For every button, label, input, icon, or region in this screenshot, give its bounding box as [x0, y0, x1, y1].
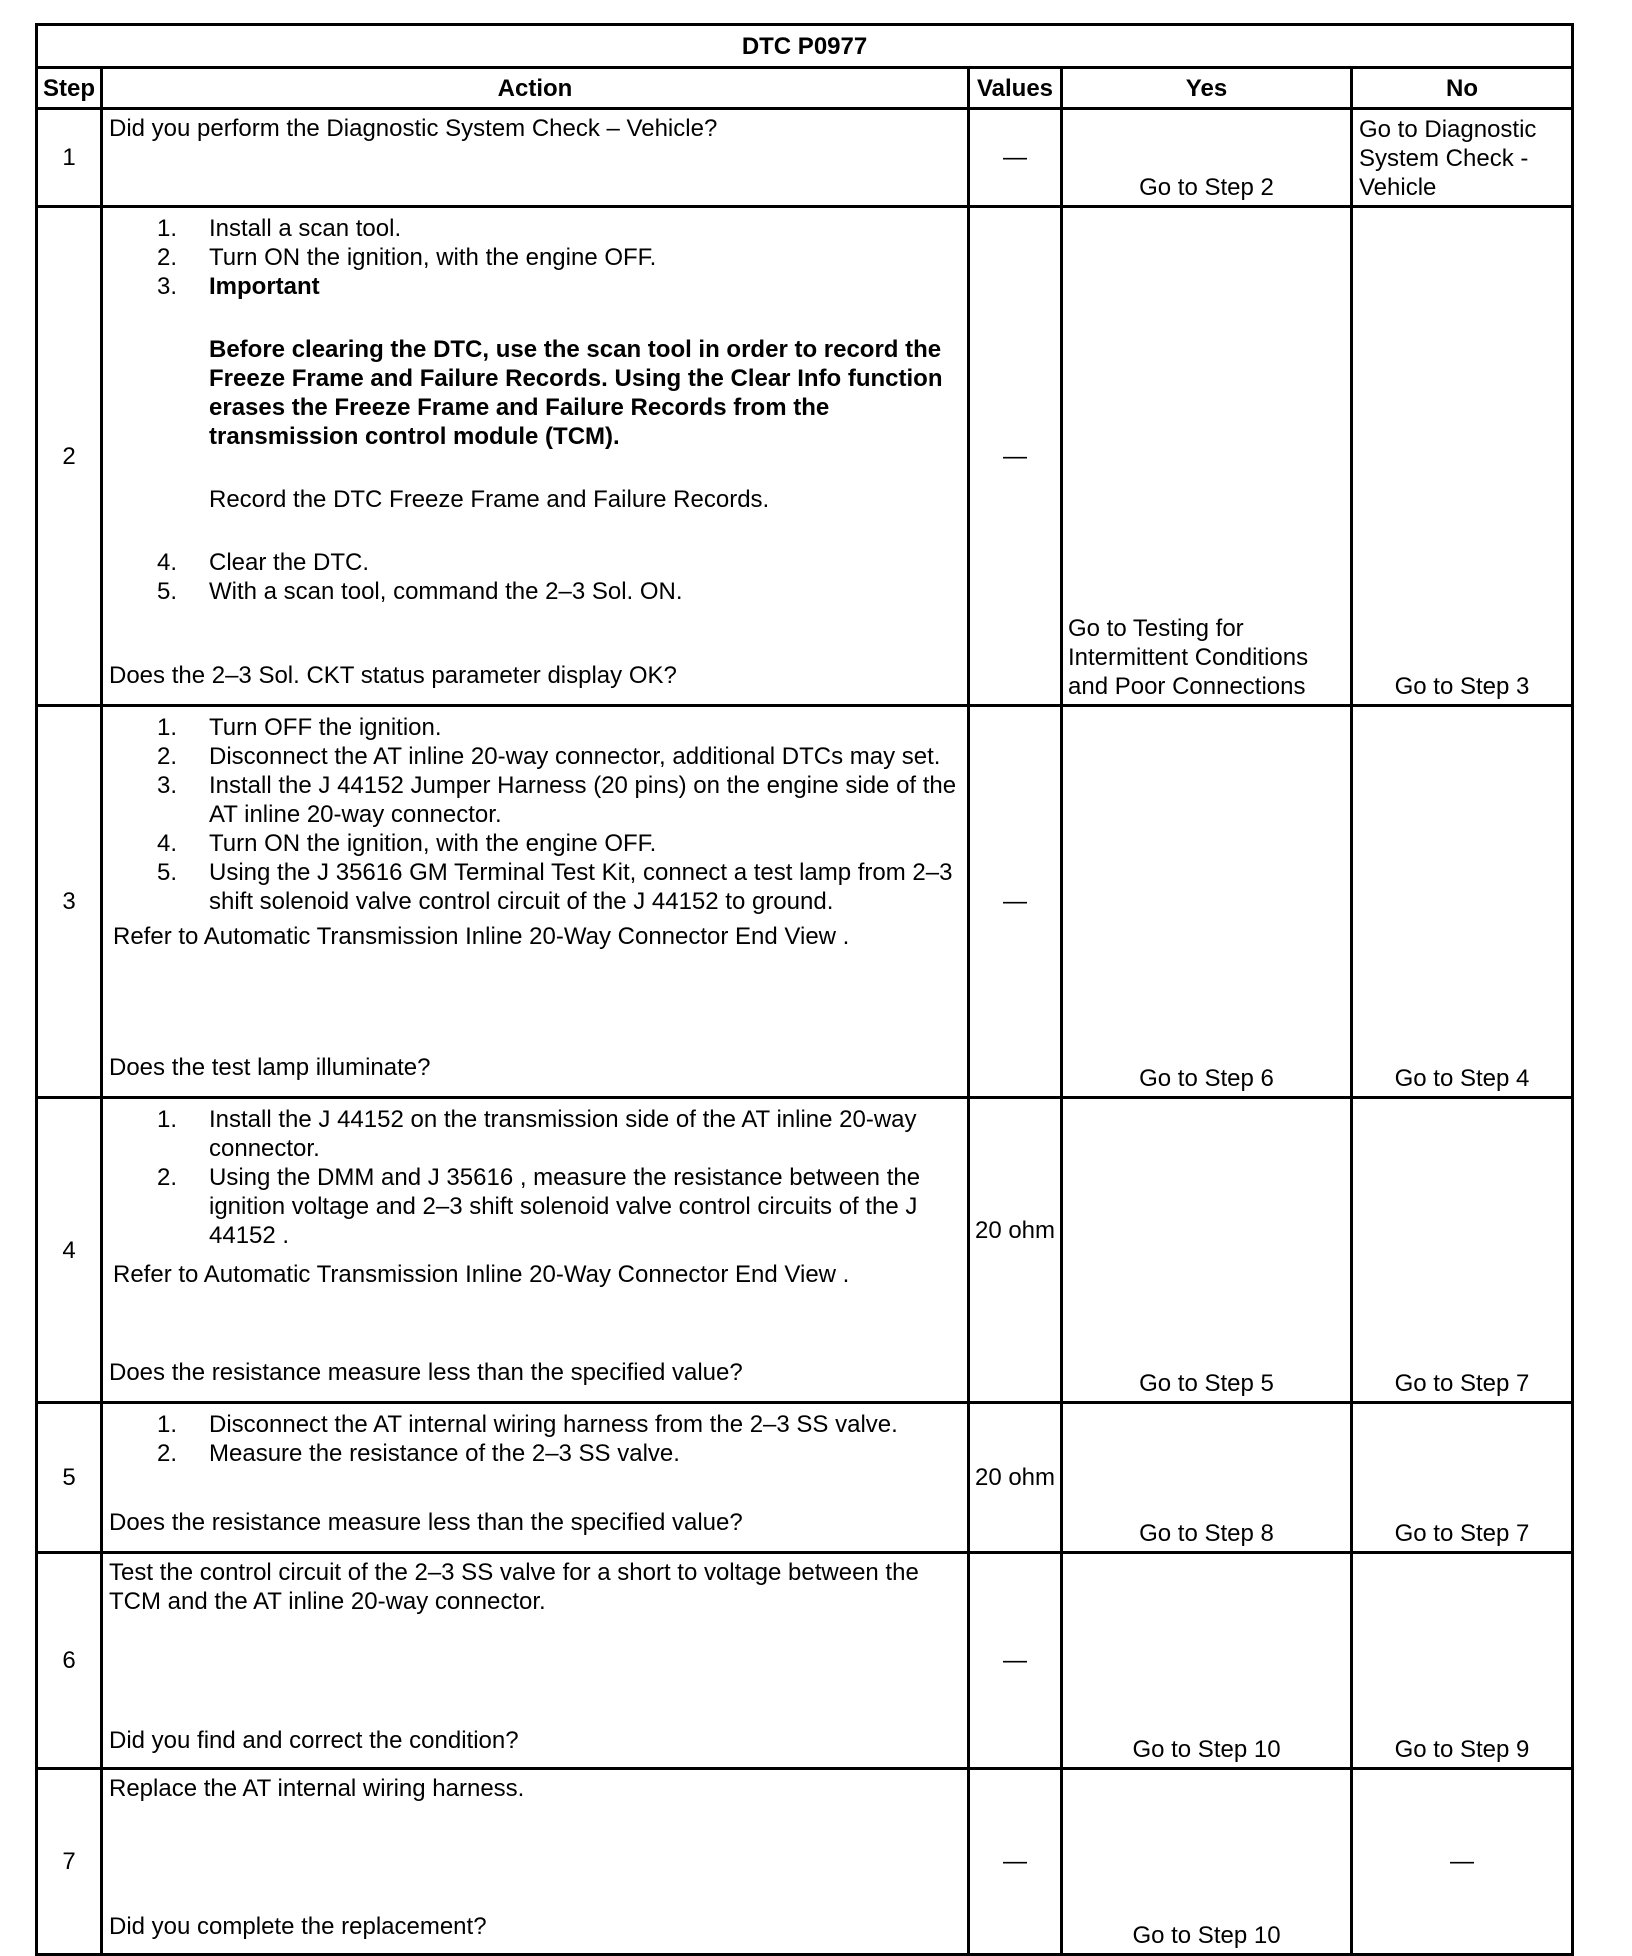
list-number: 2.	[156, 1440, 177, 1467]
list-number: 2.	[156, 743, 177, 770]
action-question: Does the test lamp illuminate?	[109, 1054, 431, 1081]
no-cell: Go to Step 7	[1352, 1403, 1573, 1553]
list-number: 1.	[156, 1106, 177, 1133]
action-cell	[102, 1769, 969, 1955]
action-question: Did you perform the Diagnostic System Check – Vehicle?	[109, 115, 718, 142]
no-cell: Go to Diagnostic System Check - Vehicle	[1352, 109, 1573, 207]
table-row	[37, 1098, 1573, 1403]
step-number: 6	[37, 1553, 102, 1769]
action-question: Does the 2–3 Sol. CKT status parameter display OK?	[109, 662, 677, 689]
yes-cell: Go to Step 10	[1062, 1769, 1352, 1955]
list-item: Disconnect the AT internal wiring harness from the 2–3 SS valve.	[209, 1411, 898, 1438]
table-row	[37, 1403, 1573, 1553]
yes-cell: Go to Testing for Intermittent Conditions and Poor Connections	[1062, 207, 1352, 706]
yes-cell: Go to Step 6	[1062, 706, 1352, 1098]
list-number: 1.	[156, 215, 177, 242]
header-action: Action	[102, 68, 969, 109]
action-cell	[102, 1098, 969, 1403]
list-item: Using the J 35616 GM Terminal Test Kit, connect a test lamp from 2–3 shift solenoid valve control circuit of the J 44152 to ground.	[209, 859, 953, 915]
step-number: 2	[37, 207, 102, 706]
action-question: Did you find and correct the condition?	[109, 1727, 519, 1754]
no-cell: Go to Step 3	[1352, 207, 1573, 706]
list-item: Using the DMM and J 35616 , measure the resistance between the ignition voltage and 2–3 shift solenoid valve control circuits of the J 44152 .	[209, 1164, 921, 1249]
yes-cell: Go to Step 2	[1062, 109, 1352, 207]
list-number: 5.	[156, 859, 177, 886]
action-question: Did you complete the replacement?	[109, 1913, 487, 1940]
value-cell: —	[969, 706, 1062, 1098]
header-values: Values	[969, 68, 1062, 109]
list-number: 3.	[156, 273, 177, 300]
list-item: Disconnect the AT inline 20-way connector, additional DTCs may set.	[209, 743, 941, 770]
action-cell	[102, 706, 969, 1098]
header-step: Step	[37, 68, 102, 109]
action-steps-continued	[109, 548, 961, 606]
important-note: Before clearing the DTC, use the scan tool in order to record the Freeze Frame and Failure Records. Using the Clear Info function erases the Freeze Frame and Failure Records from the transmission control module (TCM).	[209, 336, 943, 450]
diagnostic-table	[35, 23, 1574, 1956]
list-number: 2.	[156, 1164, 177, 1191]
header-yes: Yes	[1062, 68, 1352, 109]
action-cell	[102, 1403, 969, 1553]
list-number: 1.	[156, 714, 177, 741]
step-number: 5	[37, 1403, 102, 1553]
important-label: Important	[209, 273, 320, 300]
value-cell: —	[969, 207, 1062, 706]
list-item: Turn ON the ignition, with the engine OFF.	[209, 830, 657, 857]
step-number: 1	[37, 109, 102, 207]
table-row	[37, 706, 1573, 1098]
action-steps	[109, 214, 961, 301]
no-cell: —	[1352, 1769, 1573, 1955]
list-item: Measure the resistance of the 2–3 SS valve.	[209, 1440, 680, 1467]
step-number: 3	[37, 706, 102, 1098]
reference-link[interactable]: Refer to Automatic Transmission Inline 20-Way Connector End View .	[113, 1261, 850, 1288]
value-cell: —	[969, 1553, 1062, 1769]
record-note: Record the DTC Freeze Frame and Failure Records.	[209, 486, 770, 513]
action-instruction: Replace the AT internal wiring harness.	[109, 1775, 525, 1802]
list-item: Install the J 44152 Jumper Harness (20 pins) on the engine side of the AT inline 20-way connector.	[209, 772, 957, 828]
reference-link[interactable]: Refer to Automatic Transmission Inline 20-Way Connector End View .	[113, 923, 850, 950]
list-item: Turn OFF the ignition.	[209, 714, 442, 741]
list-number: 4.	[156, 830, 177, 857]
table-row	[37, 109, 1573, 207]
action-cell	[102, 1553, 969, 1769]
list-number: 1.	[156, 1411, 177, 1438]
list-item: With a scan tool, command the 2–3 Sol. ON.	[209, 578, 683, 605]
value-cell: —	[969, 1769, 1062, 1955]
table-row	[37, 207, 1573, 706]
action-cell	[102, 109, 969, 207]
diagnostic-table-page	[35, 23, 1571, 1956]
list-number: 2.	[156, 244, 177, 271]
no-cell: Go to Step 4	[1352, 706, 1573, 1098]
list-number: 5.	[156, 578, 177, 605]
action-instruction: Test the control circuit of the 2–3 SS valve for a short to voltage between the TCM and the AT inline 20-way connector.	[109, 1559, 919, 1615]
list-item: Install the J 44152 on the transmission side of the AT inline 20-way connector.	[209, 1106, 917, 1162]
action-cell	[102, 207, 969, 706]
value-cell: 20 ohm	[969, 1098, 1062, 1403]
action-steps	[109, 1410, 961, 1468]
action-question: Does the resistance measure less than the specified value?	[109, 1509, 743, 1536]
header-no: No	[1352, 68, 1573, 109]
action-steps	[109, 713, 961, 916]
yes-cell: Go to Step 10	[1062, 1553, 1352, 1769]
yes-cell: Go to Step 8	[1062, 1403, 1352, 1553]
no-cell: Go to Step 7	[1352, 1098, 1573, 1403]
step-number: 7	[37, 1769, 102, 1955]
action-question: Does the resistance measure less than the specified value?	[109, 1359, 743, 1386]
step-number: 4	[37, 1098, 102, 1403]
table-row	[37, 1553, 1573, 1769]
value-cell: —	[969, 109, 1062, 207]
list-number: 3.	[156, 772, 177, 799]
list-item: Clear the DTC.	[209, 549, 370, 576]
value-cell: 20 ohm	[969, 1403, 1062, 1553]
table-title: DTC P0977	[37, 25, 1573, 68]
list-item: Install a scan tool.	[209, 215, 402, 242]
table-row	[37, 1769, 1573, 1955]
list-number: 4.	[156, 549, 177, 576]
action-steps	[109, 1105, 961, 1250]
yes-cell: Go to Step 5	[1062, 1098, 1352, 1403]
list-item: Turn ON the ignition, with the engine OFF.	[209, 244, 657, 271]
no-cell: Go to Step 9	[1352, 1553, 1573, 1769]
